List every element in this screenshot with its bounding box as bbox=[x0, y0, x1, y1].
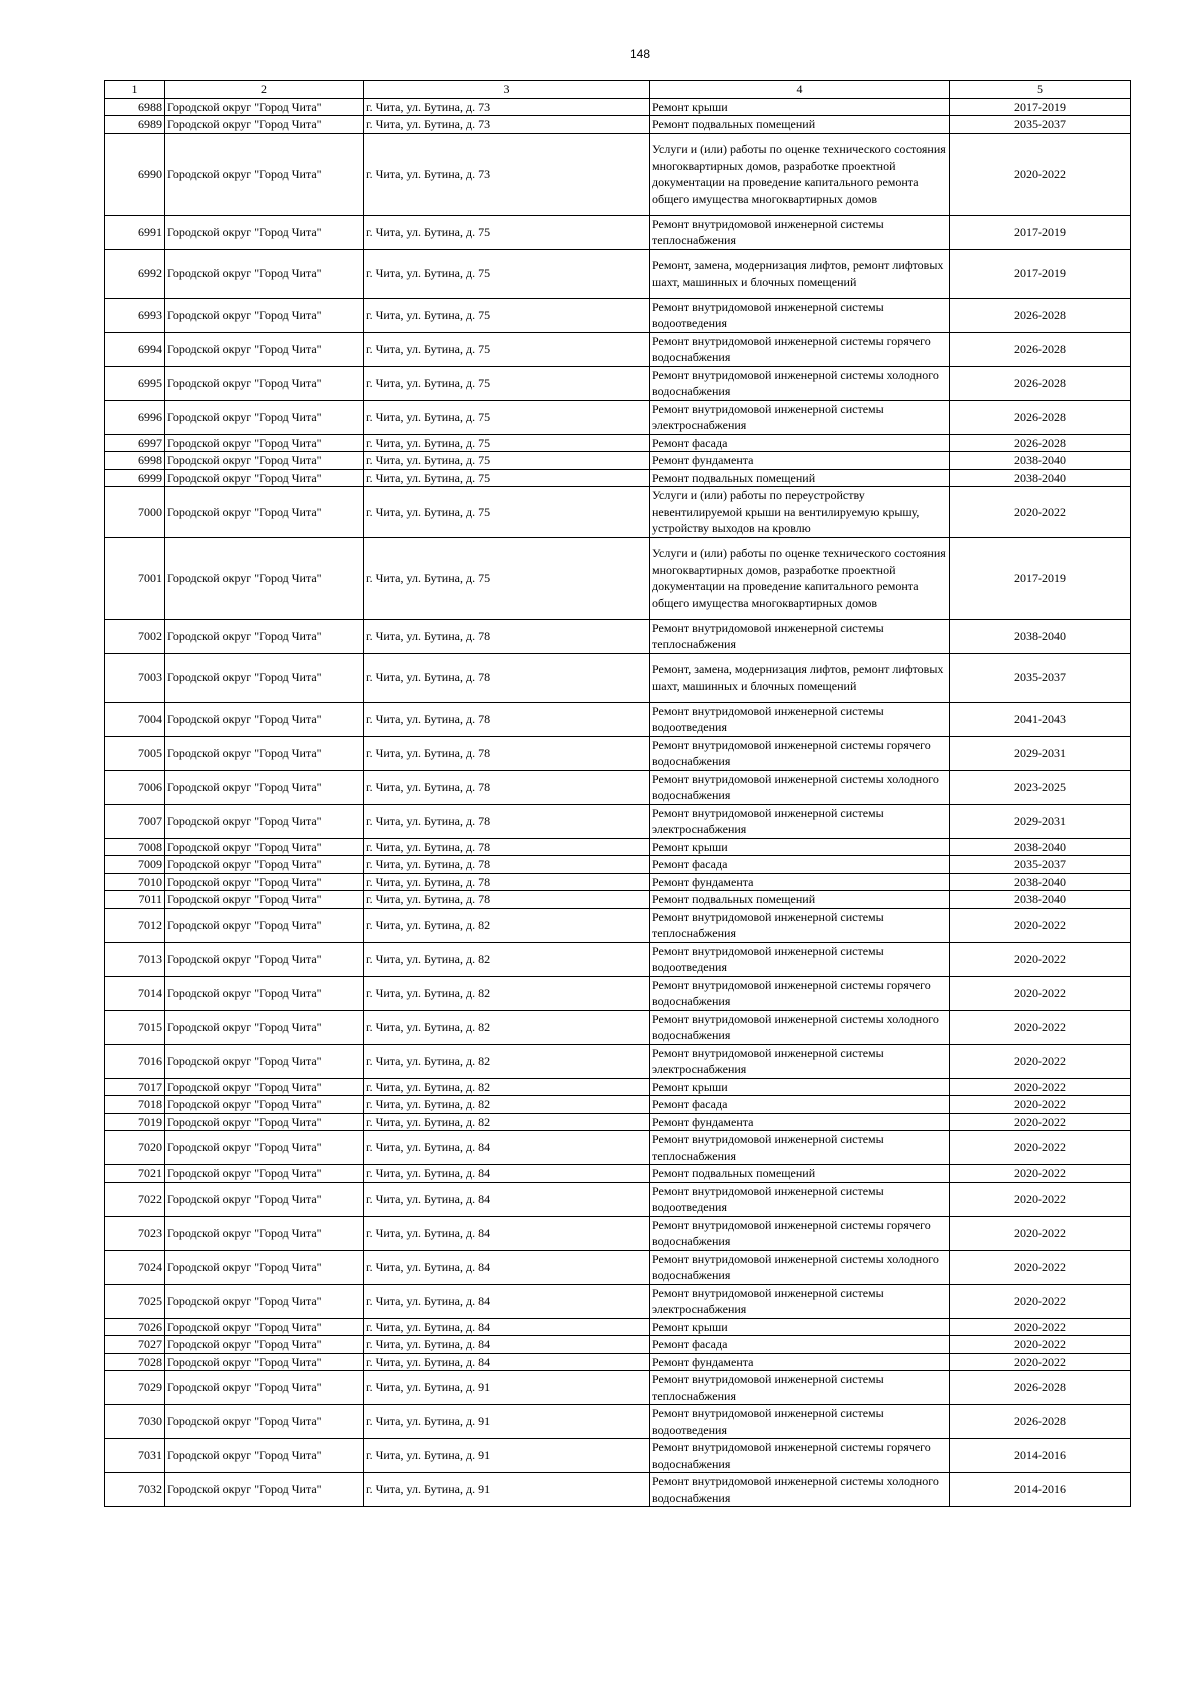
address-cell: г. Чита, ул. Бутина, д. 84 bbox=[364, 1131, 650, 1165]
municipality-cell: Городской округ "Город Чита" bbox=[165, 1096, 364, 1114]
period-cell: 2020-2022 bbox=[950, 1044, 1131, 1078]
period-cell: 2026-2028 bbox=[950, 332, 1131, 366]
work-type-cell: Ремонт подвальных помещений bbox=[650, 469, 950, 487]
work-type-cell: Ремонт внутридомовой инженерной системы теплоснабжения bbox=[650, 619, 950, 653]
row-number-cell: 7014 bbox=[105, 976, 165, 1010]
municipality-cell: Городской округ "Город Чита" bbox=[165, 976, 364, 1010]
row-number-cell: 7000 bbox=[105, 487, 165, 538]
municipality-cell: Городской округ "Город Чита" bbox=[165, 98, 364, 116]
municipality-cell: Городской округ "Город Чита" bbox=[165, 452, 364, 470]
period-cell: 2020-2022 bbox=[950, 1182, 1131, 1216]
municipality-cell: Городской округ "Город Чита" bbox=[165, 133, 364, 215]
table-row bbox=[105, 298, 1131, 332]
table-row bbox=[105, 702, 1131, 736]
work-type-cell: Ремонт внутридомовой инженерной системы водоотведения bbox=[650, 942, 950, 976]
period-cell: 2014-2016 bbox=[950, 1439, 1131, 1473]
row-number-cell: 7019 bbox=[105, 1113, 165, 1131]
period-cell: 2035-2037 bbox=[950, 116, 1131, 134]
period-cell: 2038-2040 bbox=[950, 891, 1131, 909]
period-cell: 2020-2022 bbox=[950, 1353, 1131, 1371]
work-type-cell: Ремонт, замена, модернизация лифтов, ремонт лифтовых шахт, машинных и блочных помещений bbox=[650, 249, 950, 298]
work-type-cell: Ремонт, замена, модернизация лифтов, ремонт лифтовых шахт, машинных и блочных помещений bbox=[650, 653, 950, 702]
table-row bbox=[105, 537, 1131, 619]
work-type-cell: Ремонт подвальных помещений bbox=[650, 891, 950, 909]
row-number-cell: 7015 bbox=[105, 1010, 165, 1044]
municipality-cell: Городской округ "Город Чита" bbox=[165, 856, 364, 874]
table-row bbox=[105, 133, 1131, 215]
address-cell: г. Чита, ул. Бутина, д. 78 bbox=[364, 653, 650, 702]
address-cell: г. Чита, ул. Бутина, д. 78 bbox=[364, 838, 650, 856]
work-type-cell: Ремонт фасада bbox=[650, 1336, 950, 1354]
row-number-cell: 7006 bbox=[105, 770, 165, 804]
column-header-4: 4 bbox=[650, 81, 950, 99]
table-row bbox=[105, 1318, 1131, 1336]
row-number-cell: 7003 bbox=[105, 653, 165, 702]
work-type-cell: Ремонт крыши bbox=[650, 838, 950, 856]
row-number-cell: 7030 bbox=[105, 1405, 165, 1439]
table-row bbox=[105, 366, 1131, 400]
period-cell: 2026-2028 bbox=[950, 1371, 1131, 1405]
work-type-cell: Ремонт внутридомовой инженерной системы теплоснабжения bbox=[650, 215, 950, 249]
row-number-cell: 6999 bbox=[105, 469, 165, 487]
municipality-cell: Городской округ "Город Чита" bbox=[165, 366, 364, 400]
period-cell: 2017-2019 bbox=[950, 98, 1131, 116]
row-number-cell: 7020 bbox=[105, 1131, 165, 1165]
column-header-1: 1 bbox=[105, 81, 165, 99]
municipality-cell: Городской округ "Город Чита" bbox=[165, 653, 364, 702]
table-row bbox=[105, 452, 1131, 470]
period-cell: 2038-2040 bbox=[950, 873, 1131, 891]
municipality-cell: Городской округ "Город Чита" bbox=[165, 702, 364, 736]
municipality-cell: Городской округ "Город Чита" bbox=[165, 1078, 364, 1096]
period-cell: 2020-2022 bbox=[950, 1250, 1131, 1284]
work-type-cell: Ремонт внутридомовой инженерной системы водоотведения bbox=[650, 298, 950, 332]
municipality-cell: Городской округ "Город Чита" bbox=[165, 1131, 364, 1165]
row-number-cell: 7012 bbox=[105, 908, 165, 942]
municipality-cell: Городской округ "Город Чита" bbox=[165, 1439, 364, 1473]
address-cell: г. Чита, ул. Бутина, д. 75 bbox=[364, 332, 650, 366]
municipality-cell: Городской округ "Город Чита" bbox=[165, 332, 364, 366]
address-cell: г. Чита, ул. Бутина, д. 91 bbox=[364, 1473, 650, 1507]
row-number-cell: 6989 bbox=[105, 116, 165, 134]
address-cell: г. Чита, ул. Бутина, д. 73 bbox=[364, 116, 650, 134]
table-row bbox=[105, 942, 1131, 976]
address-cell: г. Чита, ул. Бутина, д. 82 bbox=[364, 1044, 650, 1078]
period-cell: 2020-2022 bbox=[950, 1096, 1131, 1114]
municipality-cell: Городской округ "Город Чита" bbox=[165, 249, 364, 298]
work-type-cell: Услуги и (или) работы по переустройству невентилируемой крыши на вентилируемую крышу, устройству выходов на кровлю bbox=[650, 487, 950, 538]
address-cell: г. Чита, ул. Бутина, д. 82 bbox=[364, 1113, 650, 1131]
table-row bbox=[105, 434, 1131, 452]
address-cell: г. Чита, ул. Бутина, д. 91 bbox=[364, 1439, 650, 1473]
municipality-cell: Городской округ "Город Чита" bbox=[165, 487, 364, 538]
row-number-cell: 7001 bbox=[105, 537, 165, 619]
column-header-3: 3 bbox=[364, 81, 650, 99]
row-number-cell: 6996 bbox=[105, 400, 165, 434]
period-cell: 2017-2019 bbox=[950, 215, 1131, 249]
period-cell: 2020-2022 bbox=[950, 1078, 1131, 1096]
address-cell: г. Чита, ул. Бутина, д. 75 bbox=[364, 298, 650, 332]
row-number-cell: 7029 bbox=[105, 1371, 165, 1405]
work-type-cell: Услуги и (или) работы по оценке технического состояния многоквартирных домов, разработке проектной документации на проведение капитального ремонта общего имущества многоквартирных домов bbox=[650, 537, 950, 619]
address-cell: г. Чита, ул. Бутина, д. 75 bbox=[364, 215, 650, 249]
table-row bbox=[105, 1044, 1131, 1078]
row-number-cell: 7031 bbox=[105, 1439, 165, 1473]
period-cell: 2029-2031 bbox=[950, 804, 1131, 838]
municipality-cell: Городской округ "Город Чита" bbox=[165, 1216, 364, 1250]
period-cell: 2026-2028 bbox=[950, 434, 1131, 452]
address-cell: г. Чита, ул. Бутина, д. 75 bbox=[364, 400, 650, 434]
table-row bbox=[105, 1165, 1131, 1183]
address-cell: г. Чита, ул. Бутина, д. 84 bbox=[364, 1353, 650, 1371]
row-number-cell: 7023 bbox=[105, 1216, 165, 1250]
work-type-cell: Ремонт внутридомовой инженерной системы горячего водоснабжения bbox=[650, 976, 950, 1010]
table-row bbox=[105, 736, 1131, 770]
municipality-cell: Городской округ "Город Чита" bbox=[165, 804, 364, 838]
work-type-cell: Ремонт внутридомовой инженерной системы холодного водоснабжения bbox=[650, 1250, 950, 1284]
municipality-cell: Городской округ "Город Чита" bbox=[165, 1318, 364, 1336]
municipality-cell: Городской округ "Город Чита" bbox=[165, 1010, 364, 1044]
work-type-cell: Ремонт внутридомовой инженерной системы горячего водоснабжения bbox=[650, 1439, 950, 1473]
table-row bbox=[105, 332, 1131, 366]
period-cell: 2020-2022 bbox=[950, 1131, 1131, 1165]
table-row bbox=[105, 1473, 1131, 1507]
period-cell: 2038-2040 bbox=[950, 469, 1131, 487]
address-cell: г. Чита, ул. Бутина, д. 73 bbox=[364, 98, 650, 116]
municipality-cell: Городской округ "Город Чита" bbox=[165, 215, 364, 249]
municipality-cell: Городской округ "Город Чита" bbox=[165, 1165, 364, 1183]
table-body bbox=[105, 98, 1131, 1507]
table-row bbox=[105, 487, 1131, 538]
work-type-cell: Ремонт внутридомовой инженерной системы холодного водоснабжения bbox=[650, 1473, 950, 1507]
table-row bbox=[105, 976, 1131, 1010]
period-cell: 2026-2028 bbox=[950, 400, 1131, 434]
period-cell: 2014-2016 bbox=[950, 1473, 1131, 1507]
municipality-cell: Городской округ "Город Чита" bbox=[165, 1044, 364, 1078]
address-cell: г. Чита, ул. Бутина, д. 78 bbox=[364, 736, 650, 770]
row-number-cell: 7027 bbox=[105, 1336, 165, 1354]
address-cell: г. Чита, ул. Бутина, д. 78 bbox=[364, 873, 650, 891]
municipality-cell: Городской округ "Город Чита" bbox=[165, 908, 364, 942]
table-row bbox=[105, 116, 1131, 134]
address-cell: г. Чита, ул. Бутина, д. 91 bbox=[364, 1371, 650, 1405]
row-number-cell: 7016 bbox=[105, 1044, 165, 1078]
work-type-cell: Ремонт внутридомовой инженерной системы холодного водоснабжения bbox=[650, 366, 950, 400]
work-type-cell: Ремонт подвальных помещений bbox=[650, 116, 950, 134]
address-cell: г. Чита, ул. Бутина, д. 84 bbox=[364, 1182, 650, 1216]
address-cell: г. Чита, ул. Бутина, д. 91 bbox=[364, 1405, 650, 1439]
period-cell: 2023-2025 bbox=[950, 770, 1131, 804]
work-type-cell: Ремонт внутридомовой инженерной системы водоотведения bbox=[650, 702, 950, 736]
table-row bbox=[105, 1078, 1131, 1096]
row-number-cell: 6995 bbox=[105, 366, 165, 400]
work-type-cell: Услуги и (или) работы по оценке технического состояния многоквартирных домов, разработке проектной документации на проведение капитального ремонта общего имущества многоквартирных домов bbox=[650, 133, 950, 215]
table-row bbox=[105, 1353, 1131, 1371]
address-cell: г. Чита, ул. Бутина, д. 78 bbox=[364, 856, 650, 874]
row-number-cell: 6994 bbox=[105, 332, 165, 366]
municipality-cell: Городской округ "Город Чита" bbox=[165, 1405, 364, 1439]
row-number-cell: 7008 bbox=[105, 838, 165, 856]
row-number-cell: 7010 bbox=[105, 873, 165, 891]
row-number-cell: 6991 bbox=[105, 215, 165, 249]
row-number-cell: 7007 bbox=[105, 804, 165, 838]
municipality-cell: Городской округ "Город Чита" bbox=[165, 770, 364, 804]
table-row bbox=[105, 249, 1131, 298]
row-number-cell: 6993 bbox=[105, 298, 165, 332]
municipality-cell: Городской округ "Город Чита" bbox=[165, 1371, 364, 1405]
row-number-cell: 7022 bbox=[105, 1182, 165, 1216]
municipality-cell: Городской округ "Город Чита" bbox=[165, 1284, 364, 1318]
address-cell: г. Чита, ул. Бутина, д. 78 bbox=[364, 702, 650, 736]
row-number-cell: 6997 bbox=[105, 434, 165, 452]
work-type-cell: Ремонт внутридомовой инженерной системы водоотведения bbox=[650, 1182, 950, 1216]
table-row bbox=[105, 619, 1131, 653]
row-number-cell: 7009 bbox=[105, 856, 165, 874]
municipality-cell: Городской округ "Город Чита" bbox=[165, 1182, 364, 1216]
row-number-cell: 6998 bbox=[105, 452, 165, 470]
address-cell: г. Чита, ул. Бутина, д. 82 bbox=[364, 908, 650, 942]
address-cell: г. Чита, ул. Бутина, д. 84 bbox=[364, 1336, 650, 1354]
period-cell: 2020-2022 bbox=[950, 487, 1131, 538]
row-number-cell: 6992 bbox=[105, 249, 165, 298]
table-row bbox=[105, 891, 1131, 909]
row-number-cell: 7024 bbox=[105, 1250, 165, 1284]
address-cell: г. Чита, ул. Бутина, д. 78 bbox=[364, 770, 650, 804]
table-row bbox=[105, 908, 1131, 942]
table-row bbox=[105, 1096, 1131, 1114]
table-row bbox=[105, 1371, 1131, 1405]
table-row bbox=[105, 1439, 1131, 1473]
address-cell: г. Чита, ул. Бутина, д. 73 bbox=[364, 133, 650, 215]
row-number-cell: 7013 bbox=[105, 942, 165, 976]
municipality-cell: Городской округ "Город Чита" bbox=[165, 1250, 364, 1284]
table-row bbox=[105, 873, 1131, 891]
period-cell: 2020-2022 bbox=[950, 133, 1131, 215]
period-cell: 2038-2040 bbox=[950, 619, 1131, 653]
municipality-cell: Городской округ "Город Чита" bbox=[165, 942, 364, 976]
period-cell: 2041-2043 bbox=[950, 702, 1131, 736]
work-type-cell: Ремонт крыши bbox=[650, 1318, 950, 1336]
work-type-cell: Ремонт внутридомовой инженерной системы теплоснабжения bbox=[650, 1131, 950, 1165]
work-type-cell: Ремонт внутридомовой инженерной системы холодного водоснабжения bbox=[650, 1010, 950, 1044]
work-type-cell: Ремонт крыши bbox=[650, 98, 950, 116]
municipality-cell: Городской округ "Город Чита" bbox=[165, 1113, 364, 1131]
period-cell: 2017-2019 bbox=[950, 249, 1131, 298]
address-cell: г. Чита, ул. Бутина, д. 82 bbox=[364, 1096, 650, 1114]
page-number: 148 bbox=[629, 47, 651, 61]
period-cell: 2026-2028 bbox=[950, 1405, 1131, 1439]
period-cell: 2020-2022 bbox=[950, 1318, 1131, 1336]
column-header-5: 5 bbox=[950, 81, 1131, 99]
address-cell: г. Чита, ул. Бутина, д. 75 bbox=[364, 452, 650, 470]
row-number-cell: 6988 bbox=[105, 98, 165, 116]
table-row bbox=[105, 838, 1131, 856]
address-cell: г. Чита, ул. Бутина, д. 75 bbox=[364, 487, 650, 538]
period-cell: 2026-2028 bbox=[950, 298, 1131, 332]
table-header bbox=[105, 81, 1131, 99]
table-row bbox=[105, 770, 1131, 804]
period-cell: 2020-2022 bbox=[950, 1113, 1131, 1131]
work-type-cell: Ремонт фундамента bbox=[650, 1353, 950, 1371]
column-header-2: 2 bbox=[165, 81, 364, 99]
work-type-cell: Ремонт крыши bbox=[650, 1078, 950, 1096]
table-row bbox=[105, 1216, 1131, 1250]
table-row bbox=[105, 1010, 1131, 1044]
address-cell: г. Чита, ул. Бутина, д. 84 bbox=[364, 1216, 650, 1250]
period-cell: 2020-2022 bbox=[950, 1284, 1131, 1318]
municipality-cell: Городской округ "Город Чита" bbox=[165, 736, 364, 770]
table-row bbox=[105, 653, 1131, 702]
table-row bbox=[105, 1182, 1131, 1216]
work-type-cell: Ремонт фасада bbox=[650, 1096, 950, 1114]
address-cell: г. Чита, ул. Бутина, д. 78 bbox=[364, 619, 650, 653]
table-row bbox=[105, 856, 1131, 874]
table-row bbox=[105, 98, 1131, 116]
work-type-cell: Ремонт подвальных помещений bbox=[650, 1165, 950, 1183]
address-cell: г. Чита, ул. Бутина, д. 75 bbox=[364, 434, 650, 452]
table-row bbox=[105, 400, 1131, 434]
row-number-cell: 7011 bbox=[105, 891, 165, 909]
table-row bbox=[105, 1113, 1131, 1131]
period-cell: 2029-2031 bbox=[950, 736, 1131, 770]
municipality-cell: Городской округ "Город Чита" bbox=[165, 434, 364, 452]
address-cell: г. Чита, ул. Бутина, д. 78 bbox=[364, 804, 650, 838]
header-row bbox=[105, 81, 1131, 99]
row-number-cell: 7017 bbox=[105, 1078, 165, 1096]
period-cell: 2020-2022 bbox=[950, 1010, 1131, 1044]
municipality-cell: Городской округ "Город Чита" bbox=[165, 400, 364, 434]
address-cell: г. Чита, ул. Бутина, д. 82 bbox=[364, 942, 650, 976]
work-type-cell: Ремонт фундамента bbox=[650, 1113, 950, 1131]
work-type-cell: Ремонт фасада bbox=[650, 434, 950, 452]
municipality-cell: Городской округ "Город Чита" bbox=[165, 838, 364, 856]
row-number-cell: 7028 bbox=[105, 1353, 165, 1371]
municipality-cell: Городской округ "Город Чита" bbox=[165, 619, 364, 653]
work-type-cell: Ремонт внутридомовой инженерной системы водоотведения bbox=[650, 1405, 950, 1439]
work-type-cell: Ремонт внутридомовой инженерной системы электроснабжения bbox=[650, 1284, 950, 1318]
work-type-cell: Ремонт внутридомовой инженерной системы электроснабжения bbox=[650, 804, 950, 838]
work-type-cell: Ремонт фасада bbox=[650, 856, 950, 874]
address-cell: г. Чита, ул. Бутина, д. 75 bbox=[364, 366, 650, 400]
period-cell: 2026-2028 bbox=[950, 366, 1131, 400]
address-cell: г. Чита, ул. Бутина, д. 84 bbox=[364, 1284, 650, 1318]
work-type-cell: Ремонт внутридомовой инженерной системы горячего водоснабжения bbox=[650, 736, 950, 770]
municipality-cell: Городской округ "Город Чита" bbox=[165, 1336, 364, 1354]
work-type-cell: Ремонт внутридомовой инженерной системы электроснабжения bbox=[650, 400, 950, 434]
table-row bbox=[105, 215, 1131, 249]
period-cell: 2038-2040 bbox=[950, 452, 1131, 470]
row-number-cell: 6990 bbox=[105, 133, 165, 215]
row-number-cell: 7026 bbox=[105, 1318, 165, 1336]
period-cell: 2038-2040 bbox=[950, 838, 1131, 856]
work-type-cell: Ремонт внутридомовой инженерной системы теплоснабжения bbox=[650, 908, 950, 942]
municipality-cell: Городской округ "Город Чита" bbox=[165, 469, 364, 487]
municipality-cell: Городской округ "Город Чита" bbox=[165, 891, 364, 909]
address-cell: г. Чита, ул. Бутина, д. 82 bbox=[364, 1078, 650, 1096]
period-cell: 2020-2022 bbox=[950, 976, 1131, 1010]
row-number-cell: 7032 bbox=[105, 1473, 165, 1507]
row-number-cell: 7002 bbox=[105, 619, 165, 653]
work-type-cell: Ремонт внутридомовой инженерной системы холодного водоснабжения bbox=[650, 770, 950, 804]
municipality-cell: Городской округ "Город Чита" bbox=[165, 298, 364, 332]
work-type-cell: Ремонт фундамента bbox=[650, 873, 950, 891]
address-cell: г. Чита, ул. Бутина, д. 75 bbox=[364, 469, 650, 487]
table-row bbox=[105, 1405, 1131, 1439]
table-row bbox=[105, 1250, 1131, 1284]
row-number-cell: 7004 bbox=[105, 702, 165, 736]
address-cell: г. Чита, ул. Бутина, д. 84 bbox=[364, 1165, 650, 1183]
period-cell: 2020-2022 bbox=[950, 1216, 1131, 1250]
work-type-cell: Ремонт фундамента bbox=[650, 452, 950, 470]
period-cell: 2035-2037 bbox=[950, 856, 1131, 874]
table-row bbox=[105, 1284, 1131, 1318]
address-cell: г. Чита, ул. Бутина, д. 82 bbox=[364, 1010, 650, 1044]
period-cell: 2017-2019 bbox=[950, 537, 1131, 619]
period-cell: 2020-2022 bbox=[950, 1165, 1131, 1183]
period-cell: 2035-2037 bbox=[950, 653, 1131, 702]
period-cell: 2020-2022 bbox=[950, 1336, 1131, 1354]
municipality-cell: Городской округ "Город Чита" bbox=[165, 537, 364, 619]
work-type-cell: Ремонт внутридомовой инженерной системы теплоснабжения bbox=[650, 1371, 950, 1405]
row-number-cell: 7021 bbox=[105, 1165, 165, 1183]
period-cell: 2020-2022 bbox=[950, 942, 1131, 976]
work-type-cell: Ремонт внутридомовой инженерной системы горячего водоснабжения bbox=[650, 1216, 950, 1250]
table-row bbox=[105, 804, 1131, 838]
municipality-cell: Городской округ "Город Чита" bbox=[165, 1353, 364, 1371]
period-cell: 2020-2022 bbox=[950, 908, 1131, 942]
address-cell: г. Чита, ул. Бутина, д. 75 bbox=[364, 249, 650, 298]
work-type-cell: Ремонт внутридомовой инженерной системы электроснабжения bbox=[650, 1044, 950, 1078]
table-row bbox=[105, 469, 1131, 487]
municipality-cell: Городской округ "Город Чита" bbox=[165, 116, 364, 134]
table-row bbox=[105, 1336, 1131, 1354]
row-number-cell: 7025 bbox=[105, 1284, 165, 1318]
municipality-cell: Городской округ "Город Чита" bbox=[165, 873, 364, 891]
table-row bbox=[105, 1131, 1131, 1165]
address-cell: г. Чита, ул. Бутина, д. 82 bbox=[364, 976, 650, 1010]
municipality-cell: Городской округ "Город Чита" bbox=[165, 1473, 364, 1507]
address-cell: г. Чита, ул. Бутина, д. 84 bbox=[364, 1250, 650, 1284]
address-cell: г. Чита, ул. Бутина, д. 84 bbox=[364, 1318, 650, 1336]
address-cell: г. Чита, ул. Бутина, д. 75 bbox=[364, 537, 650, 619]
repair-schedule-table bbox=[104, 80, 1131, 1507]
work-type-cell: Ремонт внутридомовой инженерной системы горячего водоснабжения bbox=[650, 332, 950, 366]
row-number-cell: 7005 bbox=[105, 736, 165, 770]
row-number-cell: 7018 bbox=[105, 1096, 165, 1114]
address-cell: г. Чита, ул. Бутина, д. 78 bbox=[364, 891, 650, 909]
